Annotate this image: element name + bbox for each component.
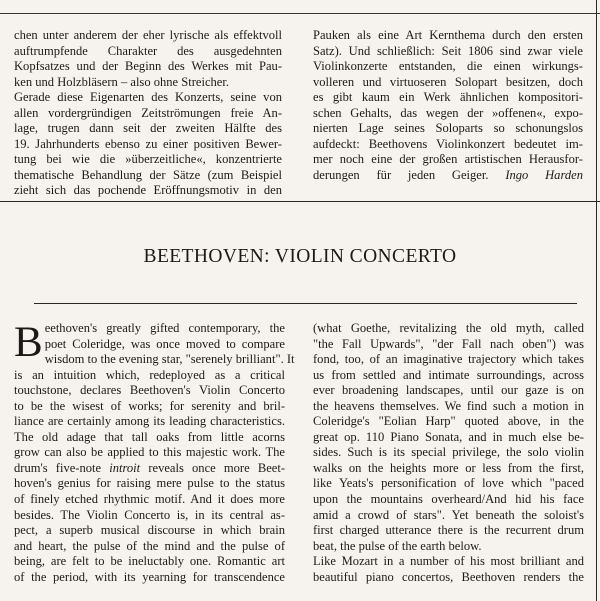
- text-line: beat, the pulse of the earth below.: [313, 538, 482, 553]
- text-line: 19. Jahrhunderts ebenso zu einer positiven Bewer-: [14, 136, 282, 151]
- text-line: chen unter anderem der eher lyrische als effektvoll: [14, 28, 282, 42]
- text-line: hoven's genius for raising mere pulse to the status: [14, 476, 285, 491]
- text-line: allen vordergründigen Zeitströmungen freie An-: [14, 105, 282, 120]
- text-line: walks on the heights more or less from the first,: [313, 460, 584, 475]
- text-line: like Yeats's personification of love which "paced: [313, 476, 584, 491]
- text-line: Pauken als eine Art Kernthema durch den ersten: [313, 28, 583, 42]
- text-line: of finely etched rhythmic motif. And it does more: [14, 492, 285, 507]
- text-line: (what Goethe, revitalizing the old myth, called: [313, 321, 584, 335]
- text-line: ever broadening landscapes, until our gaze is on: [313, 383, 584, 398]
- text-line: upon the mountains overheard/And hid his face: [313, 492, 584, 507]
- text-line: great op. 110 Piano Sonata, and in much else be-: [313, 429, 584, 444]
- text-line: poet Coleridge, was once moved to compare: [44, 336, 285, 351]
- page-edge-line: [596, 0, 597, 601]
- text-line: the heavens themselves. We find such a motion in: [313, 398, 584, 413]
- text-line: auftrumpfende Charakter des ausgedehnten: [14, 43, 282, 58]
- english-column-left: [14, 319, 295, 585]
- text-line: amid a crowd of stars". Yet beneath the soloist's: [313, 507, 584, 522]
- text-line: touchstone, declares Beethoven's Violin Concerto: [14, 383, 285, 398]
- author-signature: Ingo Harden: [505, 167, 583, 182]
- text-line: lage, trugen dann seit der zweiten Hälfte des: [14, 121, 282, 136]
- text-line: liance are certainly among its leading characteristics.: [14, 414, 285, 429]
- text-line: zieht sich das pochende Eröffnungsmotiv in den: [14, 183, 282, 198]
- text-line: grow can also be applied to this majestic work. The: [14, 445, 285, 460]
- text-line: aufdeckt: Beethovens Violinkonzert bedeutet im-: [313, 136, 583, 151]
- text-line: besides. The Violin Concerto is, in its central as-: [14, 507, 285, 522]
- text-line: Satz). Und schließlich: Seit 1806 sind zwar viele: [313, 43, 583, 58]
- text-fragment: drum's five-note: [14, 460, 110, 475]
- text-line: wisdom to the evening star, "serenely brilliant". It: [44, 352, 295, 367]
- text-line: Like Mozart in a number of his most brilliant and: [313, 554, 584, 569]
- text-line: and heart, the pulse of the mind and the pulse of: [14, 538, 285, 553]
- text-line: es gibt kaum ein Werk ähnlichen kompositori-: [313, 90, 583, 105]
- text-line: being, are felt to be ineluctably one. Romantic art: [14, 554, 285, 569]
- text-line: nierten Lage seines Soloparts so schonungslos: [313, 121, 583, 136]
- text-line: first charged utterance there is the recurrent drum: [313, 523, 584, 538]
- text-line: to be the wisest of works; for serenity and bril-: [14, 398, 285, 413]
- text-line: eethoven's greatly gifted contemporary, the: [44, 321, 285, 335]
- text-fragment: reveals once more Beet-: [148, 460, 285, 475]
- text-line: us from settled and intimate surroundings, across: [313, 367, 584, 382]
- text-line: sides. Such is its special privilege, the solo violin: [313, 445, 584, 460]
- introit-word: introit: [109, 460, 141, 475]
- german-column-left: [14, 28, 282, 199]
- german-column-right: [313, 28, 583, 183]
- text-line-introit: [14, 461, 285, 477]
- text-line: ken und Holzbläsern – also ohne Streicher.: [14, 74, 229, 89]
- text-line: Kopfsatzes und der Beginn des Werkes mit Pau-: [14, 59, 282, 74]
- text-line: The old adage that tall oaks from little acorns: [14, 429, 285, 444]
- top-divider: [0, 13, 600, 14]
- text-line: schen Gehalts, das wegen der »offenen«, expo-: [313, 105, 583, 120]
- text-line: is an intuition which, redeployed as a critical: [14, 367, 285, 382]
- text-line: beautiful piano concertos, Beethoven renders the: [313, 569, 584, 584]
- text-line: pect, a superb musical discourse in which brain: [14, 523, 285, 538]
- english-column-right: [313, 321, 584, 585]
- text-line: mer noch eine der großen artistischen Herausfor-: [313, 152, 583, 167]
- text-line: thematische Behandlung der Sätze (zum Beispiel: [14, 167, 282, 182]
- section-divider: [0, 201, 600, 202]
- text-line: derungen für jeden Geiger.: [313, 167, 489, 182]
- text-line: of the period, with its yearning for transcendence: [14, 569, 285, 584]
- text-line: tung bei wie die »überzeitliche«, konzentrierte: [14, 152, 282, 167]
- drop-cap: B: [14, 319, 43, 366]
- text-line: Violinkonzerte entstanden, die einen wirkungs-: [313, 59, 583, 74]
- text-line: "the Fall Upwards", "der Fall nach oben") was: [313, 336, 584, 351]
- text-line: Gerade diese Eigenarten des Konzerts, seine von: [14, 90, 282, 105]
- text-line: volleren und virtuoseren Solopart besitzen, doch: [313, 74, 583, 89]
- last-line-with-signature: [313, 168, 583, 184]
- section-title: BEETHOVEN: VIOLIN CONCERTO: [143, 246, 457, 267]
- title-underline: [34, 303, 577, 304]
- text-line: Coleridge's "Eolian Harp" quoted above, in the: [313, 414, 584, 429]
- text-line: fond, too, of an imaginative trajectory which takes: [313, 352, 584, 367]
